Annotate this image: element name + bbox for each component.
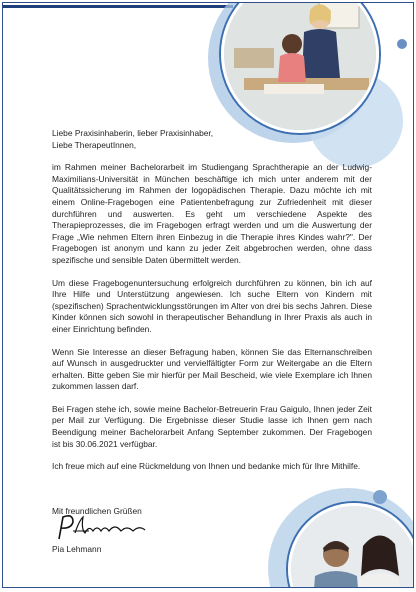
decor-circle-tiny <box>397 39 407 49</box>
handwritten-signature <box>53 511 153 543</box>
paragraph-copies: Wenn Sie Interesse an dieser Befragung haben, können Sie das Elternanschreiben auf Wunsch in ausgedruckter und vervielfältigter Form zur Weitergabe an die Eltern erhalten. Bitte geben Sie mir hierfür per Mail Bescheid, wie viele Exemplare ich Ihnen zukommen lassen darf. <box>52 346 372 392</box>
salutation-line-1: Liebe Praxisinhaberin, lieber Praxisinhaber, <box>52 128 214 138</box>
closing-greeting: Mit freundlichen Grüßen <box>52 506 142 516</box>
decor-circle-bottom-small <box>373 490 387 504</box>
header-rule <box>3 5 233 8</box>
letter-page <box>2 2 414 588</box>
photo-teacher-child-illustration <box>224 2 376 130</box>
paragraph-thanks: Ich freue mich auf eine Rückmeldung von Ihnen und bedanke mich für Ihre Mithilfe. <box>52 461 361 472</box>
letter-body <box>52 128 372 484</box>
salutation-line-2: Liebe TherapeutInnen, <box>52 139 137 150</box>
paragraph-questions: Bei Fragen stehe ich, sowie meine Bachelor-Betreuerin Frau Gaigulo, Ihnen jeder Zeit per Mail zur Verfügung. Die Ergebnisse dieser Studie lasse ich Ihnen gern nach Beendigung meiner Bachelorarbeit Anfang September zukommen. Der Fragebogen ist bis 30.06.2021 verfügbar. <box>52 403 372 449</box>
salutation <box>52 128 372 151</box>
signer-name: Pia Lehmann <box>52 544 102 554</box>
paragraph-request: Um diese Fragebogenuntersuchung erfolgreich durchführen zu können, bin ich auf Ihre Hilfe und Unterstützung angewiesen. Ich suche Eltern von Kindern mit (spezifischen) Sprachentwicklungsstörungen im Alter von drei bis sechs Jahren. Diese Kinder können sich sowohl in therapeutischer Behandlung in Ihrer Praxis als auch in einer Einrichtung befinden. <box>52 277 372 334</box>
paragraph-intro: im Rahmen meiner Bachelorarbeit im Studiengang Sprachtherapie an der Ludwig-Maximilians-Universität in München beschäftige ich mich unter anderem mit der Qualitätssicherung im Rahmen der logopädischen Therapie. Dazu möchte ich mit einem Online-Fragebogen eine Patientenbefragung zur Zufriedenheit mit dieser durchführen und auswerten. Es geht um verschiedene Aspekte des Therapieprozesses, die im Fragebogen erfragt werden und um die Auswertung der Frage „Wie nehmen Eltern ihren Einbezug in die Therapie ihres Kindes wahr?". Der Fragebogen ist anonym und kann zu jeder Zeit abgebrochen werden, ohne dass spezifische und sensible Daten übermittelt werden. <box>52 162 372 265</box>
